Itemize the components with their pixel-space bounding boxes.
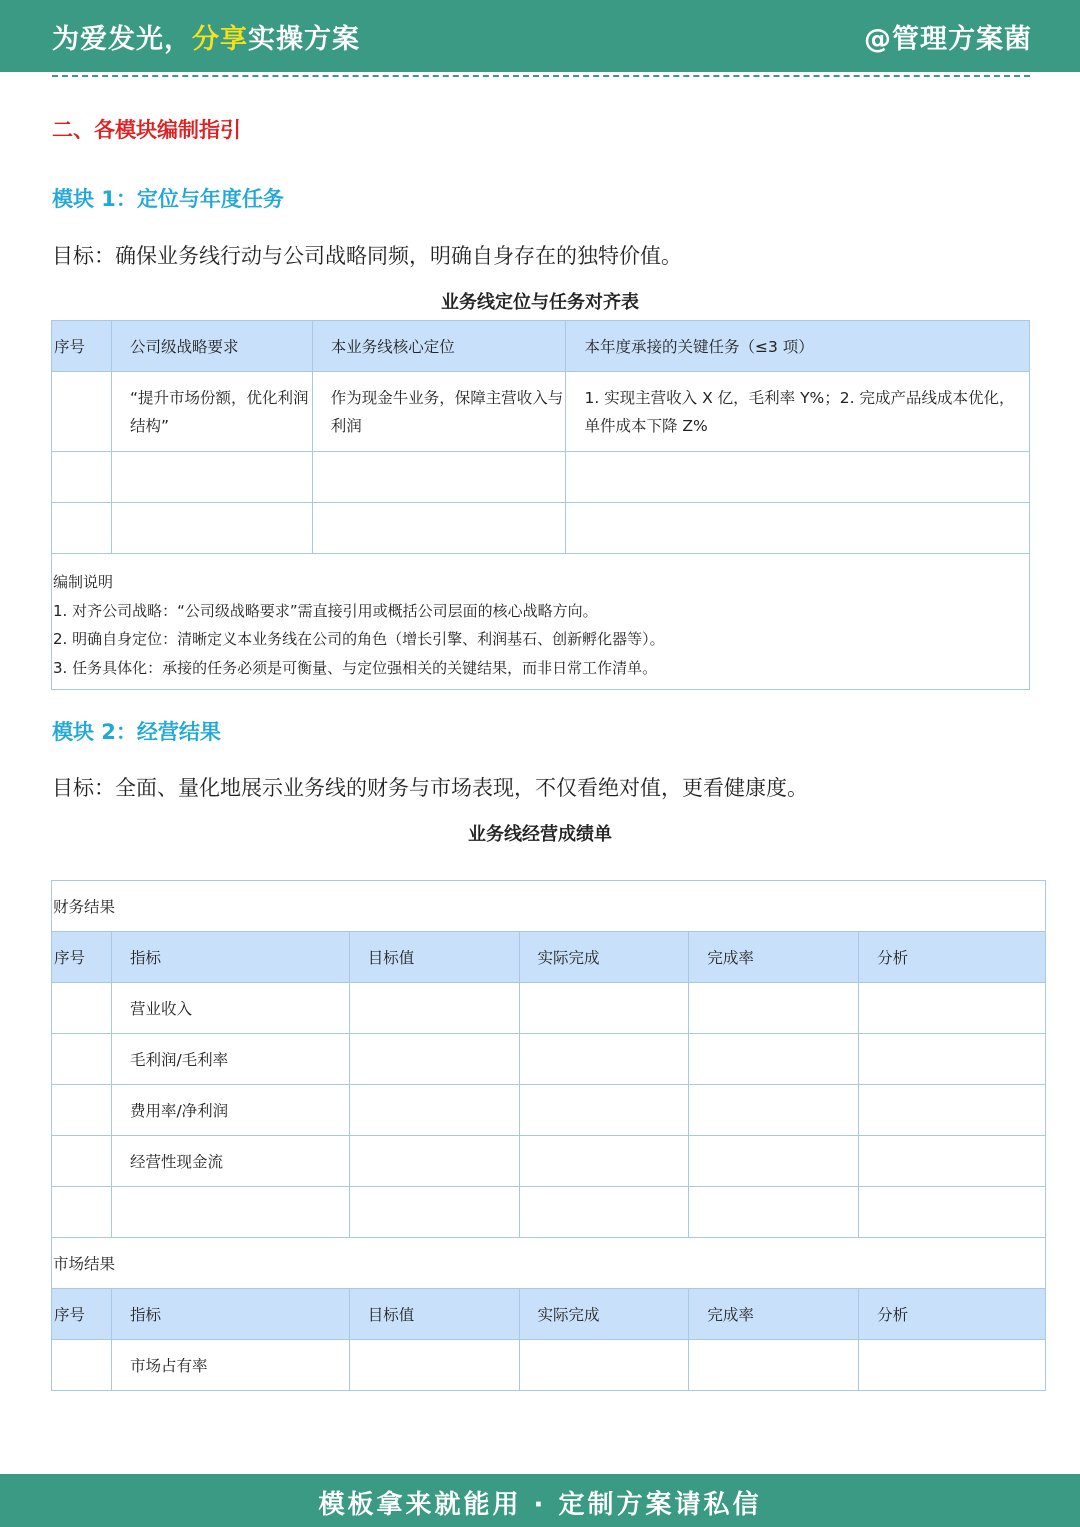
empty-cell — [859, 1340, 1046, 1391]
empty-cell — [52, 503, 112, 554]
header-cell: 指标 — [111, 932, 349, 983]
header-cell: 实际完成 — [519, 1289, 689, 1340]
table-header-row — [52, 932, 1046, 983]
module2-title: 模块 2：经营结果 — [52, 720, 221, 744]
header-cell: 分析 — [859, 932, 1046, 983]
empty-cell — [519, 1187, 689, 1238]
empty-cell — [689, 1340, 859, 1391]
empty-cell — [519, 1085, 689, 1136]
subtitle-row — [52, 1238, 1046, 1289]
empty-cell — [111, 452, 312, 503]
empty-cell — [52, 983, 112, 1034]
alignment-table — [51, 320, 1030, 690]
module1-table-title: 业务线定位与任务对齐表 — [441, 292, 639, 313]
section-title: 二、各模块编制指引 — [52, 118, 241, 142]
header-cell: 本业务线核心定位 — [312, 321, 566, 372]
market-results-label: 市场结果 — [52, 1238, 1046, 1289]
empty-cell — [349, 1187, 519, 1238]
table-row — [52, 1034, 1046, 1085]
metric-cell: 费用率/净利润 — [111, 1085, 349, 1136]
empty-cell — [111, 1187, 349, 1238]
slogan — [52, 17, 360, 56]
notes-title: 编制说明 — [53, 573, 114, 591]
empty-cell — [52, 1034, 112, 1085]
subtitle-row — [52, 881, 1046, 932]
table-row — [52, 372, 1030, 452]
header-cell: 实际完成 — [519, 932, 689, 983]
table-header-row — [52, 1289, 1046, 1340]
note-item: 1. 对齐公司战略：“公司级战略要求”需直接引用或概括公司层面的核心战略方向。 — [53, 601, 598, 620]
module2-table-title: 业务线经营成绩单 — [468, 824, 612, 845]
empty-cell — [349, 1034, 519, 1085]
slogan-part2: 实操方案 — [248, 24, 360, 55]
table-row — [52, 452, 1030, 503]
metric-cell: 毛利润/毛利率 — [111, 1034, 349, 1085]
header-cell: 目标值 — [349, 1289, 519, 1340]
footer-text: 模板拿来就能用 · 定制方案请私信 — [318, 1490, 762, 1520]
empty-cell — [52, 1340, 112, 1391]
metric-cell: 经营性现金流 — [111, 1136, 349, 1187]
header-cell: 序号 — [52, 321, 112, 372]
table-header-row — [52, 321, 1030, 372]
note-item: 2. 明确自身定位：清晰定义本业务线在公司的角色（增长引擎、利润基石、创新孵化器等）。 — [53, 630, 665, 648]
empty-cell — [52, 1187, 112, 1238]
metric-cell: 营业收入 — [111, 983, 349, 1034]
table-row — [52, 1085, 1046, 1136]
empty-cell — [519, 1034, 689, 1085]
empty-cell — [689, 1136, 859, 1187]
table-row — [52, 983, 1046, 1034]
header-cell: 序号 — [52, 932, 112, 983]
table-row — [52, 1136, 1046, 1187]
header-cell: 本年度承接的关键任务（≤3 项） — [566, 321, 1030, 372]
module2-goal: 目标：全面、量化地展示业务线的财务与市场表现，不仅看绝对值，更看健康度。 — [52, 776, 808, 800]
strategy-cell: “提升市场份额，优化利润结构” — [111, 372, 312, 452]
table-row — [52, 1187, 1046, 1238]
header-cell: 序号 — [52, 1289, 112, 1340]
header-cell: 指标 — [111, 1289, 349, 1340]
metric-cell: 市场占有率 — [111, 1340, 349, 1391]
empty-cell — [689, 1085, 859, 1136]
empty-cell — [519, 1136, 689, 1187]
empty-cell — [859, 1136, 1046, 1187]
empty-cell — [566, 452, 1030, 503]
module1-goal: 目标：确保业务线行动与公司战略同频，明确自身存在的独特价值。 — [52, 244, 682, 268]
empty-cell — [859, 1034, 1046, 1085]
empty-cell — [689, 1034, 859, 1085]
empty-cell — [519, 983, 689, 1034]
header-cell: 完成率 — [689, 932, 859, 983]
tasks-cell: 1. 实现主营收入 X 亿，毛利率 Y%；2. 完成产品线成本优化，单件成本下降 Z% — [566, 372, 1030, 452]
dashed-divider — [52, 75, 1030, 77]
notes-row — [52, 554, 1030, 690]
account-name: @管理方案菌 — [864, 24, 1032, 55]
bottom-banner — [0, 1474, 1080, 1527]
results-table — [51, 880, 1046, 1391]
table-row — [52, 503, 1030, 554]
module1-title: 模块 1：定位与年度任务 — [52, 187, 284, 211]
empty-cell — [349, 1136, 519, 1187]
slogan-highlight: 分享 — [192, 24, 248, 55]
empty-cell — [52, 452, 112, 503]
header-cell: 完成率 — [689, 1289, 859, 1340]
empty-cell — [566, 503, 1030, 554]
empty-cell — [111, 503, 312, 554]
financial-results-label: 财务结果 — [52, 881, 1046, 932]
row-index-cell — [52, 372, 112, 452]
empty-cell — [689, 983, 859, 1034]
slogan-part1: 为爱发光， — [52, 24, 192, 55]
empty-cell — [52, 1085, 112, 1136]
header-cell: 目标值 — [349, 932, 519, 983]
top-banner — [0, 0, 1080, 72]
header-cell: 分析 — [859, 1289, 1046, 1340]
empty-cell — [859, 1085, 1046, 1136]
empty-cell — [859, 1187, 1046, 1238]
empty-cell — [859, 983, 1046, 1034]
header-cell: 公司级战略要求 — [111, 321, 312, 372]
empty-cell — [519, 1340, 689, 1391]
notes-cell — [52, 554, 1030, 690]
empty-cell — [349, 1340, 519, 1391]
empty-cell — [689, 1187, 859, 1238]
empty-cell — [312, 452, 566, 503]
empty-cell — [52, 1136, 112, 1187]
empty-cell — [312, 503, 566, 554]
note-item: 3. 任务具体化：承接的任务必须是可衡量、与定位强相关的关键结果，而非日常工作清单。 — [53, 658, 658, 677]
empty-cell — [349, 1085, 519, 1136]
table-row — [52, 1340, 1046, 1391]
positioning-cell: 作为现金牛业务，保障主营收入与利润 — [312, 372, 566, 452]
empty-cell — [349, 983, 519, 1034]
